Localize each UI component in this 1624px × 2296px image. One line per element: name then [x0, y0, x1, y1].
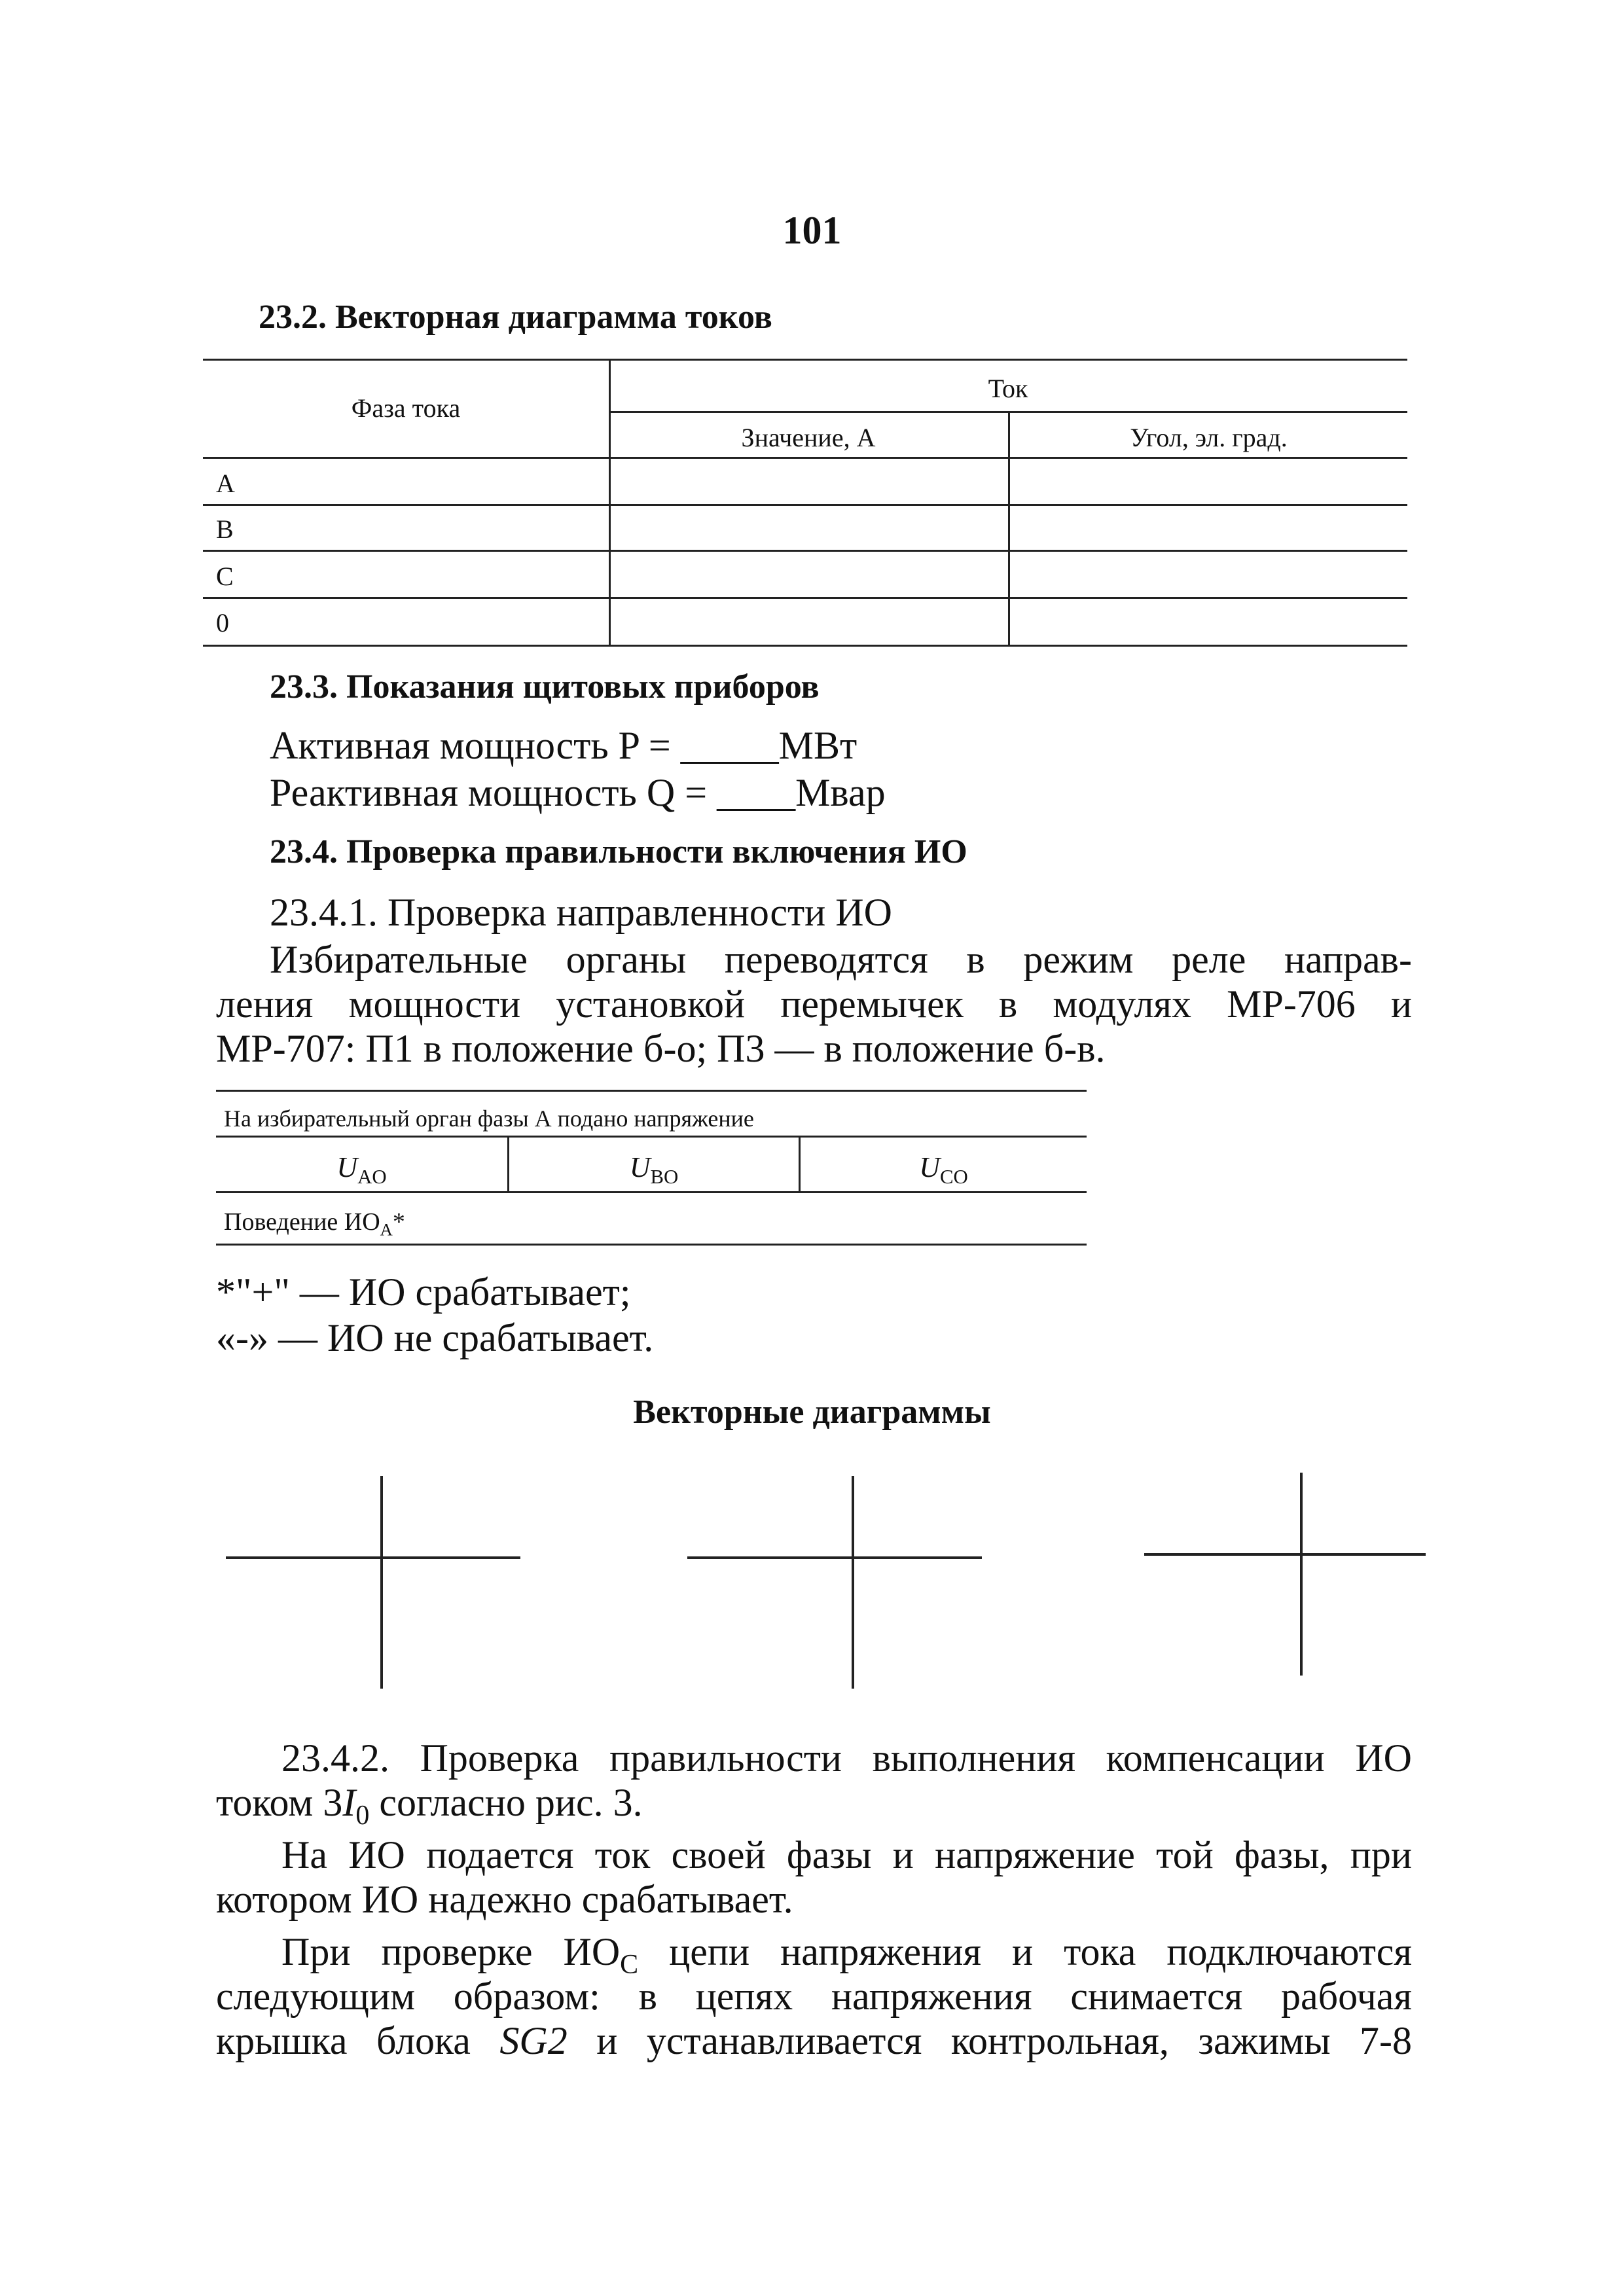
- subsection-23-4-2-line2: током $3I_0$ согласно рис. 3.: [216, 1781, 643, 1831]
- paragraph-line: крышка блока SG2 и устанавливается контрольная, зажимы 7-8: [216, 2019, 1412, 2062]
- reactive-power-line: Реактивная мощность Q = ____Мвар: [270, 771, 886, 814]
- legend-plus: *"+" — ИО срабатывает;: [216, 1270, 631, 1314]
- voltage-label-uao: $U_{AO}$: [336, 1151, 387, 1188]
- legend-minus: «-» — ИО не срабатывает.: [216, 1316, 654, 1359]
- vector-diagrams-title: Векторные диаграммы: [633, 1393, 991, 1431]
- paragraph-line: При проверке $ИО_С$ цепи напряжения и тока подключаются: [281, 1930, 1412, 1980]
- axes-cross-1: [226, 1476, 520, 1689]
- active-power-line: Активная мощность P = _____МВт: [270, 724, 857, 767]
- table-row-label: B: [216, 514, 234, 544]
- section-23-3-title: 23.3. Показания щитовых приборов: [270, 668, 820, 706]
- paragraph-line: МР-707: П1 в положение б-о; П3 — в положение б-в.: [216, 1027, 1106, 1070]
- voltage-label-ubo: $U_{BO}$: [629, 1151, 679, 1188]
- section-23-4-title: 23.4. Проверка правильности включения ИО: [270, 833, 967, 870]
- sub-angle-header: Угол, эл. град.: [1130, 423, 1288, 452]
- paragraph-line: Избирательные органы переводятся в режим реле направ-: [270, 938, 1412, 981]
- voltage-label-uco: $U_{CO}$: [919, 1151, 968, 1188]
- subsection-23-4-2-line1: 23.4.2. Проверка правильности выполнения компенсации ИО: [281, 1736, 1412, 1780]
- table-row-label: 0: [216, 608, 229, 637]
- paragraph-line: котором ИО надежно срабатывает.: [216, 1878, 793, 1921]
- subsection-23-4-1: 23.4.1. Проверка направленности ИО: [270, 891, 892, 934]
- col-current-header: Ток: [988, 374, 1028, 403]
- sub-value-header: Значение, А: [741, 423, 876, 452]
- paragraph-line: следующим образом: в цепях напряжения снимается рабочая: [216, 1975, 1412, 2018]
- behavior-row-label: Поведение $ИО_А*$: [224, 1208, 405, 1240]
- paragraph-line: ления мощности установкой перемычек в модулях МР-706 и: [216, 982, 1412, 1026]
- paragraph-line: На ИО подается ток своей фазы и напряжение той фазы, при: [281, 1833, 1412, 1876]
- col-phase-header: Фаза тока: [351, 393, 461, 423]
- voltage-table-header: На избирательный орган фазы А подано напряжение: [224, 1105, 754, 1132]
- axes-cross-2: [687, 1476, 982, 1689]
- table-row-label: C: [216, 562, 234, 591]
- table-row-label: A: [216, 469, 235, 498]
- page-number: 101: [782, 209, 842, 252]
- axes-cross-3: [1144, 1473, 1426, 1676]
- section-23-2-title: 23.2. Векторная диаграмма токов: [259, 298, 772, 336]
